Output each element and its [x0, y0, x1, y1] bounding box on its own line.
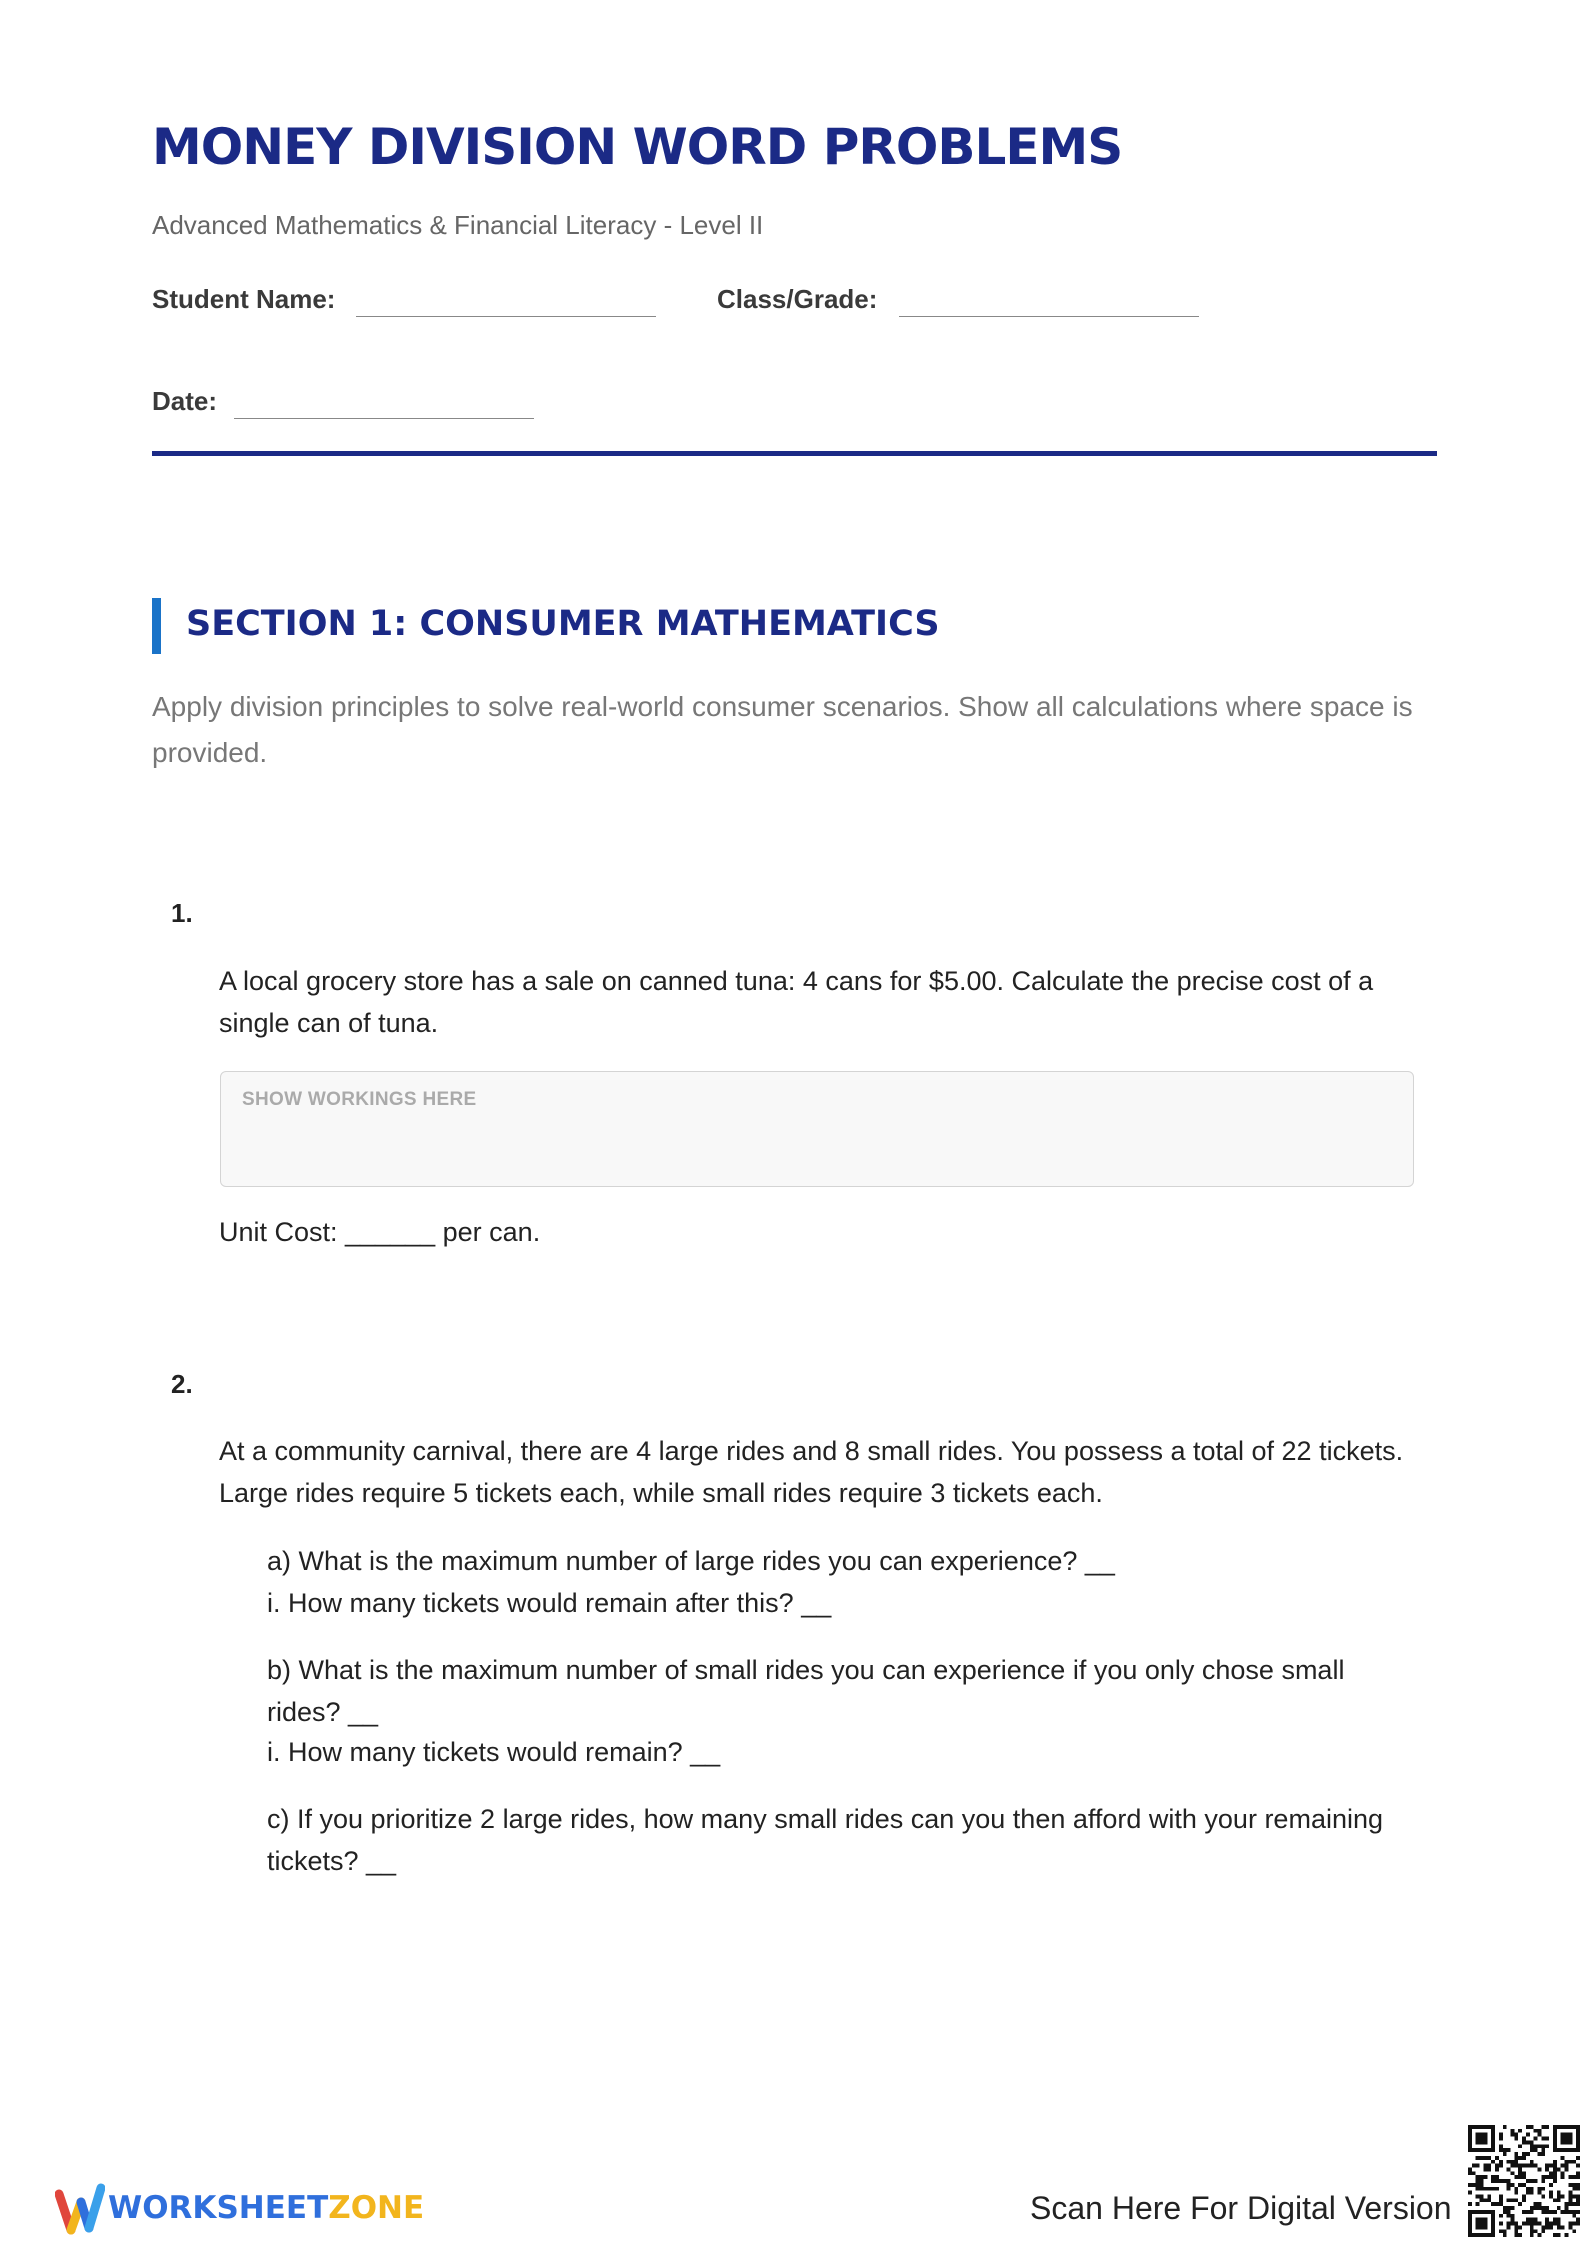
answer-line-1: Unit Cost: ______ per can. — [219, 1217, 541, 1247]
class-grade-label: Class/Grade: — [717, 284, 878, 314]
question-number-1: 1. — [171, 898, 193, 928]
section-accent-bar — [152, 598, 161, 654]
header-divider — [152, 451, 1437, 456]
section-description: Apply division principles to solve real-world consumer scenarios. Show all calculations where space is provided. — [152, 691, 1413, 768]
brand-name — [108, 2190, 424, 2226]
section-title: SECTION 1: CONSUMER MATHEMATICS — [186, 604, 940, 644]
workings-box[interactable] — [220, 1071, 1414, 1187]
question-number-2: 2. — [171, 1369, 193, 1399]
worksheetzone-logo-icon — [55, 2180, 105, 2236]
sub-question-b: b) What is the maximum number of small rides you can experience if you only chose small rides? __ — [267, 1655, 1345, 1727]
sub-question-c: c) If you prioritize 2 large rides, how many small rides can you then afford with your remaining tickets? __ — [267, 1804, 1384, 1876]
sub-question-a-follow-up: i. How many tickets would remain after this? __ — [267, 1588, 832, 1618]
question-text-2: At a community carnival, there are 4 large rides and 8 small rides. You possess a total of 22 tickets. Large rides require 5 tickets each, while small rides require 3 tickets each. — [219, 1436, 1404, 1508]
brand-name-part1: WORKSHEET — [108, 2190, 329, 2226]
class-grade-line[interactable] — [899, 316, 1199, 317]
date-line[interactable] — [234, 418, 534, 419]
sub-question-b-follow-up: i. How many tickets would remain? __ — [267, 1737, 721, 1767]
worksheet-subtitle: Advanced Mathematics & Financial Literacy - Level II — [152, 210, 764, 240]
student-name-line[interactable] — [356, 316, 656, 317]
question-text-1: A local grocery store has a sale on canned tuna: 4 cans for $5.00. Calculate the precise cost of a single can of tuna. — [219, 966, 1374, 1038]
sub-question-a: a) What is the maximum number of large rides you can experience? __ — [267, 1546, 1115, 1576]
date-label: Date: — [152, 386, 218, 416]
qr-code-icon[interactable] — [1468, 2125, 1580, 2237]
student-name-label: Student Name: — [152, 284, 336, 314]
brand-name-part2: ZONE — [328, 2190, 425, 2226]
workings-label: SHOW WORKINGS HERE — [242, 1089, 477, 1110]
scan-caption: Scan Here For Digital Version — [1030, 2190, 1452, 2226]
worksheet-title: MONEY DIVISION WORD PROBLEMS — [152, 118, 1123, 176]
